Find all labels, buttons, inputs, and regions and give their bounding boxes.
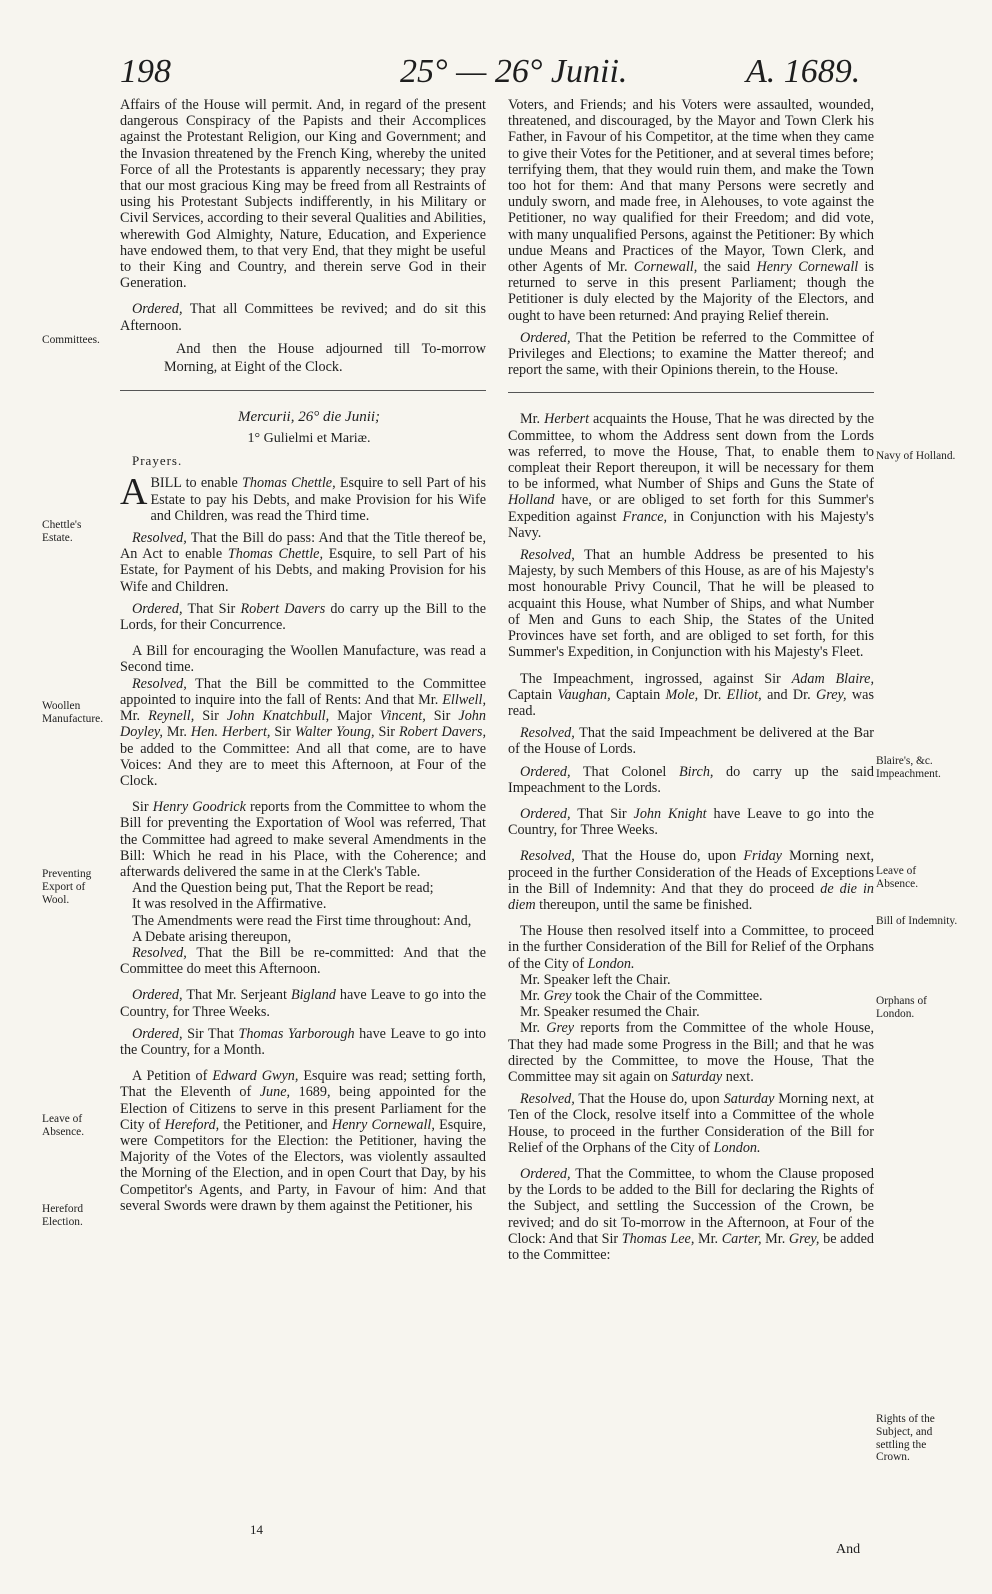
wool-export-paragraph: Sir Henry Goodrick reports from the Committee to whom the Bill for preventing the Exportation of Wool was referred, That the Committee had agreed to make several Amendments in the Bill: Which he read in his Place, with the Coherence; and afterwards delivered the same in at the Clerk's Table. <box>120 799 486 880</box>
section-divider <box>508 392 874 393</box>
woollen-paragraph: A Bill for encouraging the Woollen Manufacture, was read a Second time. <box>120 643 486 676</box>
committees-paragraph: Ordered, That all Committees be revived; and do sit this Afternoon. <box>120 301 486 334</box>
paragraph: The Amendments were read the First time throughout: And, <box>132 912 472 929</box>
paragraph: Resolved, That the Bill be committed to the Committee appointed to inquire into the fall of Rents: And that Mr. Ellwell, Mr. Reynell, Sir John Knatchbull, Major Vincent, Sir John Doyley, Mr. Hen. Herbert, Sir Walter Young, Sir Robert Davers, be added to the Committee: And all that come, are to have Voices: And they are to meet this Afternoon, at Four of the Clock. <box>120 675 487 789</box>
page-header <box>0 52 992 102</box>
adjournment-notice: And then the House adjourned till To-morrow Morning, at Eight of the Clock. <box>164 340 486 375</box>
leave-paragraph: Ordered, That Mr. Serjeant Bigland have Leave to go into the Country, for Three Weeks. <box>120 987 486 1020</box>
prayers-heading: Prayers. <box>132 453 183 469</box>
margin-note-indemnity: Bill of Indemnity. <box>876 915 958 927</box>
rights-paragraph: Ordered, That the Committee, to whom the Clause proposed by the Lords to be added to the Bill for declaring the Rights of the Subject, and settling the Succession of the Crown, be revived; and do sit To-morrow in the Afternoon, at Four of the Clock: And that Sir Thomas Lee, Mr. Carter, Mr. Grey, be added to the Committee: <box>508 1165 874 1263</box>
paragraph: Ordered, That the Petition be referred to the Committee of Privileges and Elections; to examine the Matter thereof; and report the same, with their Opinions therein, to the House. <box>508 329 874 379</box>
paragraph: Resolved, That the Bill be re-committed: And that the Committee do meet this Afternoon. <box>120 944 486 978</box>
reign-heading: 1° Gulielmi et Mariæ. <box>247 431 371 447</box>
page-year: A. 1689. <box>746 53 861 90</box>
paragraph: Resolved, That the Bill do pass: And that the Title thereof be, An Act to enable Thomas Chettle, Esquire, to sell Part of his Estate, for Payment of his Debts, and making Provision for his Wife and Children. <box>120 530 486 595</box>
paragraph: Resolved, That an humble Address be presented to his Majesty, by such Members of this House, as are of his Majesty's most honourable Privy Council, That he will be pleased to acquaint this House, what Number of Ships, and what Number of Men and Guns to each Ship, the States of the United Provinces have set forth, and are obliged to set forth, for this Summer's Expedition, in Conjunction with his Majesty's Fleet. <box>508 547 874 661</box>
paragraph: Mr. Grey took the Chair of the Committee. <box>520 987 763 1004</box>
paragraph: Mr. Speaker resumed the Chair. <box>520 1004 700 1021</box>
section-divider <box>120 390 486 391</box>
page-number: 198 <box>120 53 171 90</box>
paragraph: Mr. Grey reports from the Committee of the whole House, That they had made some Progress in the Bill; and that he was directed by the Committee, to move the House, That the Committee may sit again on Saturday next. <box>508 1020 874 1085</box>
margin-note-hereford: Hereford Election. <box>42 1203 84 1228</box>
margin-note-woollen: Woollen Manufacture. <box>42 700 104 725</box>
leave-paragraph: Ordered, That Sir John Knight have Leave to go into the Country, for Three Weeks. <box>508 805 874 839</box>
catchword: And <box>836 1542 861 1557</box>
hereford-petition-paragraph: A Petition of Edward Gwyn, Esquire was read; setting forth, That the Eleventh of June, 1689, being appointed for the Election of Citizens to serve in this present Parliament for the City of Hereford, the Petitioner, and Henry Cornewall, Esquire, were Competitors for the Election: the Petitioner, having the Majority of the Votes of the Electors, was violently assaulted the Morning of the Election, and in open Court that Day, by his Competitor's Agents, and Party, in Favour of him: And that several Swords were drawn by them against the Petitioner, his <box>120 1068 486 1214</box>
signature-mark: 14 <box>250 1522 263 1537</box>
indemnity-paragraph: Resolved, That the House do, upon Friday Morning next, proceed in the further Consideration of the Heads of Exceptions in the Bill of Indemnity: And that they do proceed de die in diem thereupon, until the same be finished. <box>508 848 875 913</box>
margin-note-impeachment: Blaire's, &c. Impeachment. <box>876 755 941 780</box>
page-date: 25° — 26° Junii. <box>400 53 628 90</box>
margin-note-navy: Navy of Holland. <box>876 450 956 462</box>
leave-paragraph: Ordered, Sir That Thomas Yarborough have Leave to go into the Country, for a Month. <box>120 1025 486 1058</box>
paragraph: Resolved, That the said Impeachment be delivered at the Bar of the House of Lords. <box>508 725 874 758</box>
margin-note-committees: Committees. <box>42 334 100 346</box>
navy-paragraph: Mr. Herbert acquaints the House, That he was directed by the Committee, to whom the Address sent down from the Lords was referred, to move the House, That, to enable them to compleat their Report thereupon, it will be necessary for them to be informed, what Number of Ships and Guns the State of Holland have, or are obliged to set forth for this Summer's Expedition against France, in Conjunction with his Majesty's Navy. <box>508 411 875 541</box>
margin-note-export: Preventing Export of Wool. <box>42 868 92 906</box>
drop-cap: A <box>120 471 148 514</box>
day-heading: Mercurii, 26° die Junii; <box>237 408 381 425</box>
paragraph: Ordered, That Colonel Birch, do carry up the said Impeachment to the Lords. <box>508 763 874 796</box>
margin-note-leave: Leave of Absence. <box>42 1113 85 1138</box>
right-column <box>508 97 874 1269</box>
margin-note-rights: Rights of the Subject, and settling the Crown. <box>876 1413 935 1464</box>
hereford-petition-continued: Voters, and Friends; and his Voters were assaulted, wounded, threatened, and discouraged, by the Mayor and Town Clerk his Father, in Favour of his Competitor, at the time when they came to give their Votes for the Petitioner, and at several times before; terrifying them, that they would ruin them, and make the Town too hot for them: And that many Persons were secretly and unduly sworn, and made free, in Alehouses, to vote against the Petitioner, no way qualified for their Freedom; and did vote, with many unqualified Persons, against the Petitioner: By which undue Means and Practices of the Mayor, Town Clerk, and other Agents of Mr. Cornewall, the said Henry Cornewall is returned to serve in this present Parliament; though the Petitioner is duly elected by the Majority of the Electors, and ought to have been returned: And praying Relief therein. <box>508 97 875 324</box>
paragraph: And the Question being put, That the Report be read; <box>132 880 434 897</box>
impeachment-paragraph: The Impeachment, ingrossed, against Sir Adam Blaire, Captain Vaughan, Captain Mole, Dr. Elliot, and Dr. Grey, was read. <box>508 670 874 719</box>
paragraph: Resolved, That the House do, upon Saturday Morning next, at Ten of the Clock, resolve itself into a Committee of the whole House, to proceed in the further Consideration of the Bill for Relief of the Orphans of the City of London. <box>508 1091 874 1156</box>
paragraph: Mr. Speaker left the Chair. <box>520 971 671 988</box>
paragraph: It was resolved in the Affirmative. <box>132 896 327 913</box>
margin-note-leave: Leave of Absence. <box>876 865 919 890</box>
chettle-bill-paragraph: ABILL to enable Thomas Chettle, Esquire to sell Part of his Estate to pay his Debts, and make Provision for his Wife and Children, was read the Third time. <box>120 471 486 524</box>
margin-note-orphans: Orphans of London. <box>876 995 927 1020</box>
margin-note-chettle: Chettle's Estate. <box>42 519 82 544</box>
orphans-paragraph: The House then resolved itself into a Committee, to proceed in the further Consideration of the Bill for Relief of the Orphans of the City of London. <box>508 923 874 972</box>
left-column <box>120 97 486 1220</box>
paragraph: Ordered, That Sir Robert Davers do carry up the Bill to the Lords, for their Concurrence. <box>120 600 486 634</box>
paragraph: Affairs of the House will permit. And, in regard of the present dangerous Conspiracy of the Papists and their Accomplices against the Protestant Religion, our King and Government; and the Invasion threatened by the French King, whereby the united Force of all the Protestants is apparently necessary; they pray that our most gracious King may be freed from all Restraints of using his Protestant Subjects indifferently, in his Military or Civil Services, according to their several Qualities and Abilities, wherewith God Almighty, Nature, Education, and Experience have endowed them, to that very End, that they might be useful to their King and Country, and therein serve God in their Generation. <box>120 97 486 292</box>
paragraph: A Debate arising thereupon, <box>132 928 292 945</box>
